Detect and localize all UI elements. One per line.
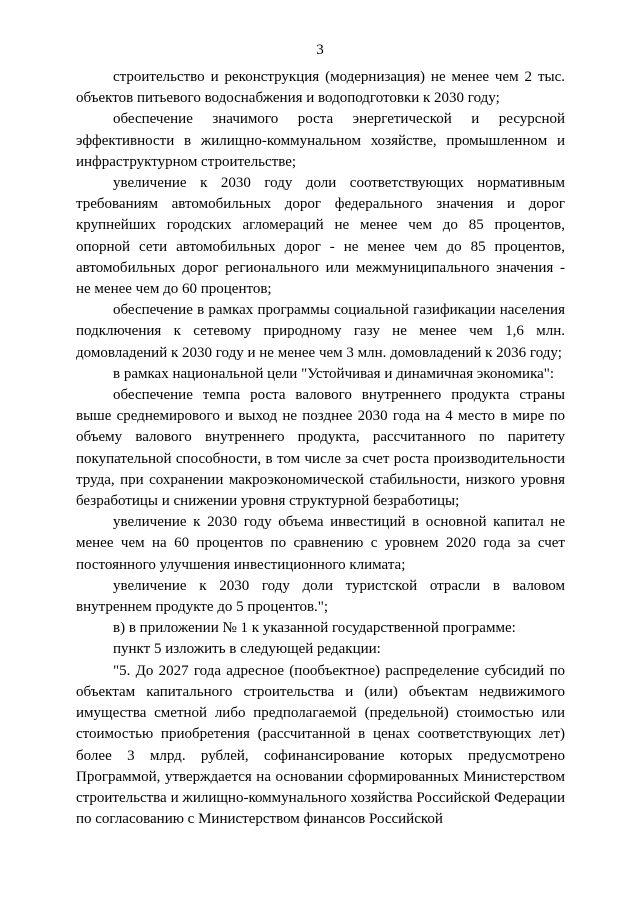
paragraph-national-goal: в рамках национальной цели "Устойчивая и динамичная экономика": — [113, 365, 555, 382]
paragraph-gasification: обеспечение в рамках программы социальной газификации населения подключения к сетевому природному газу не менее чем 1,6 млн. домовладений к 2030 году и не менее чем 3 млн. домовладений к 2036 году; — [76, 302, 565, 361]
paragraph-point-5-text: "5. До 2027 года адресное (пообъектное) распределение субсидий по объектам капитального строительства и (или) объектам недвижимого имущества сметной либо предполагаемой (предельной) стоимостью или стоимостью приобретения (рассчитанной в ценах соответствующих лет) более 3 млрд. рублей, софинансирование которых предусмотрено Программой, утверждается на основании сформированных Министерством строительства и жилищно-коммунального хозяйства Российской Федерации по согласованию с Министерством финансов Российской — [76, 662, 565, 828]
paragraph-appendix-reference: в) в приложении № 1 к указанной государственной программе: — [113, 620, 516, 637]
paragraph-investment: увеличение к 2030 году объема инвестиций в основной капитал не менее чем на 60 процентов по сравнению с уровнем 2020 года за счет постоянного улучшения инвестиционного климата; — [76, 514, 565, 573]
paragraph-point-5-intro: пункт 5 изложить в следующей редакции: — [113, 641, 381, 658]
page-number: 3 — [316, 42, 324, 58]
paragraph-gdp-growth: обеспечение темпа роста валового внутреннего продукта страны выше среднемирового и выход не позднее 2030 года на 4 место в мире по объему валового внутреннего продукта, рассчитанного по паритету покупательной способности, в том числе за счет роста производительности труда, при сохранении макроэкономической стабильности, низкого уровня безработицы и снижении уровня структурной безработицы; — [76, 387, 565, 510]
paragraph-tourism: увеличение к 2030 году доли туристской отрасли в валовом внутреннем продукте до 5 процентов."; — [76, 577, 565, 616]
paragraph-energy-efficiency: обеспечение значимого роста энергетической и ресурсной эффективности в жилищно-коммунальном хозяйстве, промышленном и инфраструктурном строительстве; — [76, 111, 565, 170]
document-body — [76, 67, 565, 830]
paragraph-water-supply: строительство и реконструкция (модернизация) не менее чем 2 тыс. объектов питьевого водоснабжения и водоподготовки к 2030 году; — [76, 69, 565, 107]
paragraph-road-network: увеличение к 2030 году доли соответствующих нормативным требованиям автомобильных дорог федерального значения и дорог крупнейших городских агломераций не менее чем до 85 процентов, опорной сети автомобильных дорог - не менее чем до 85 процентов, автомобильных дорог регионального или межмуниципального значения - не менее чем до 60 процентов; — [76, 175, 565, 298]
